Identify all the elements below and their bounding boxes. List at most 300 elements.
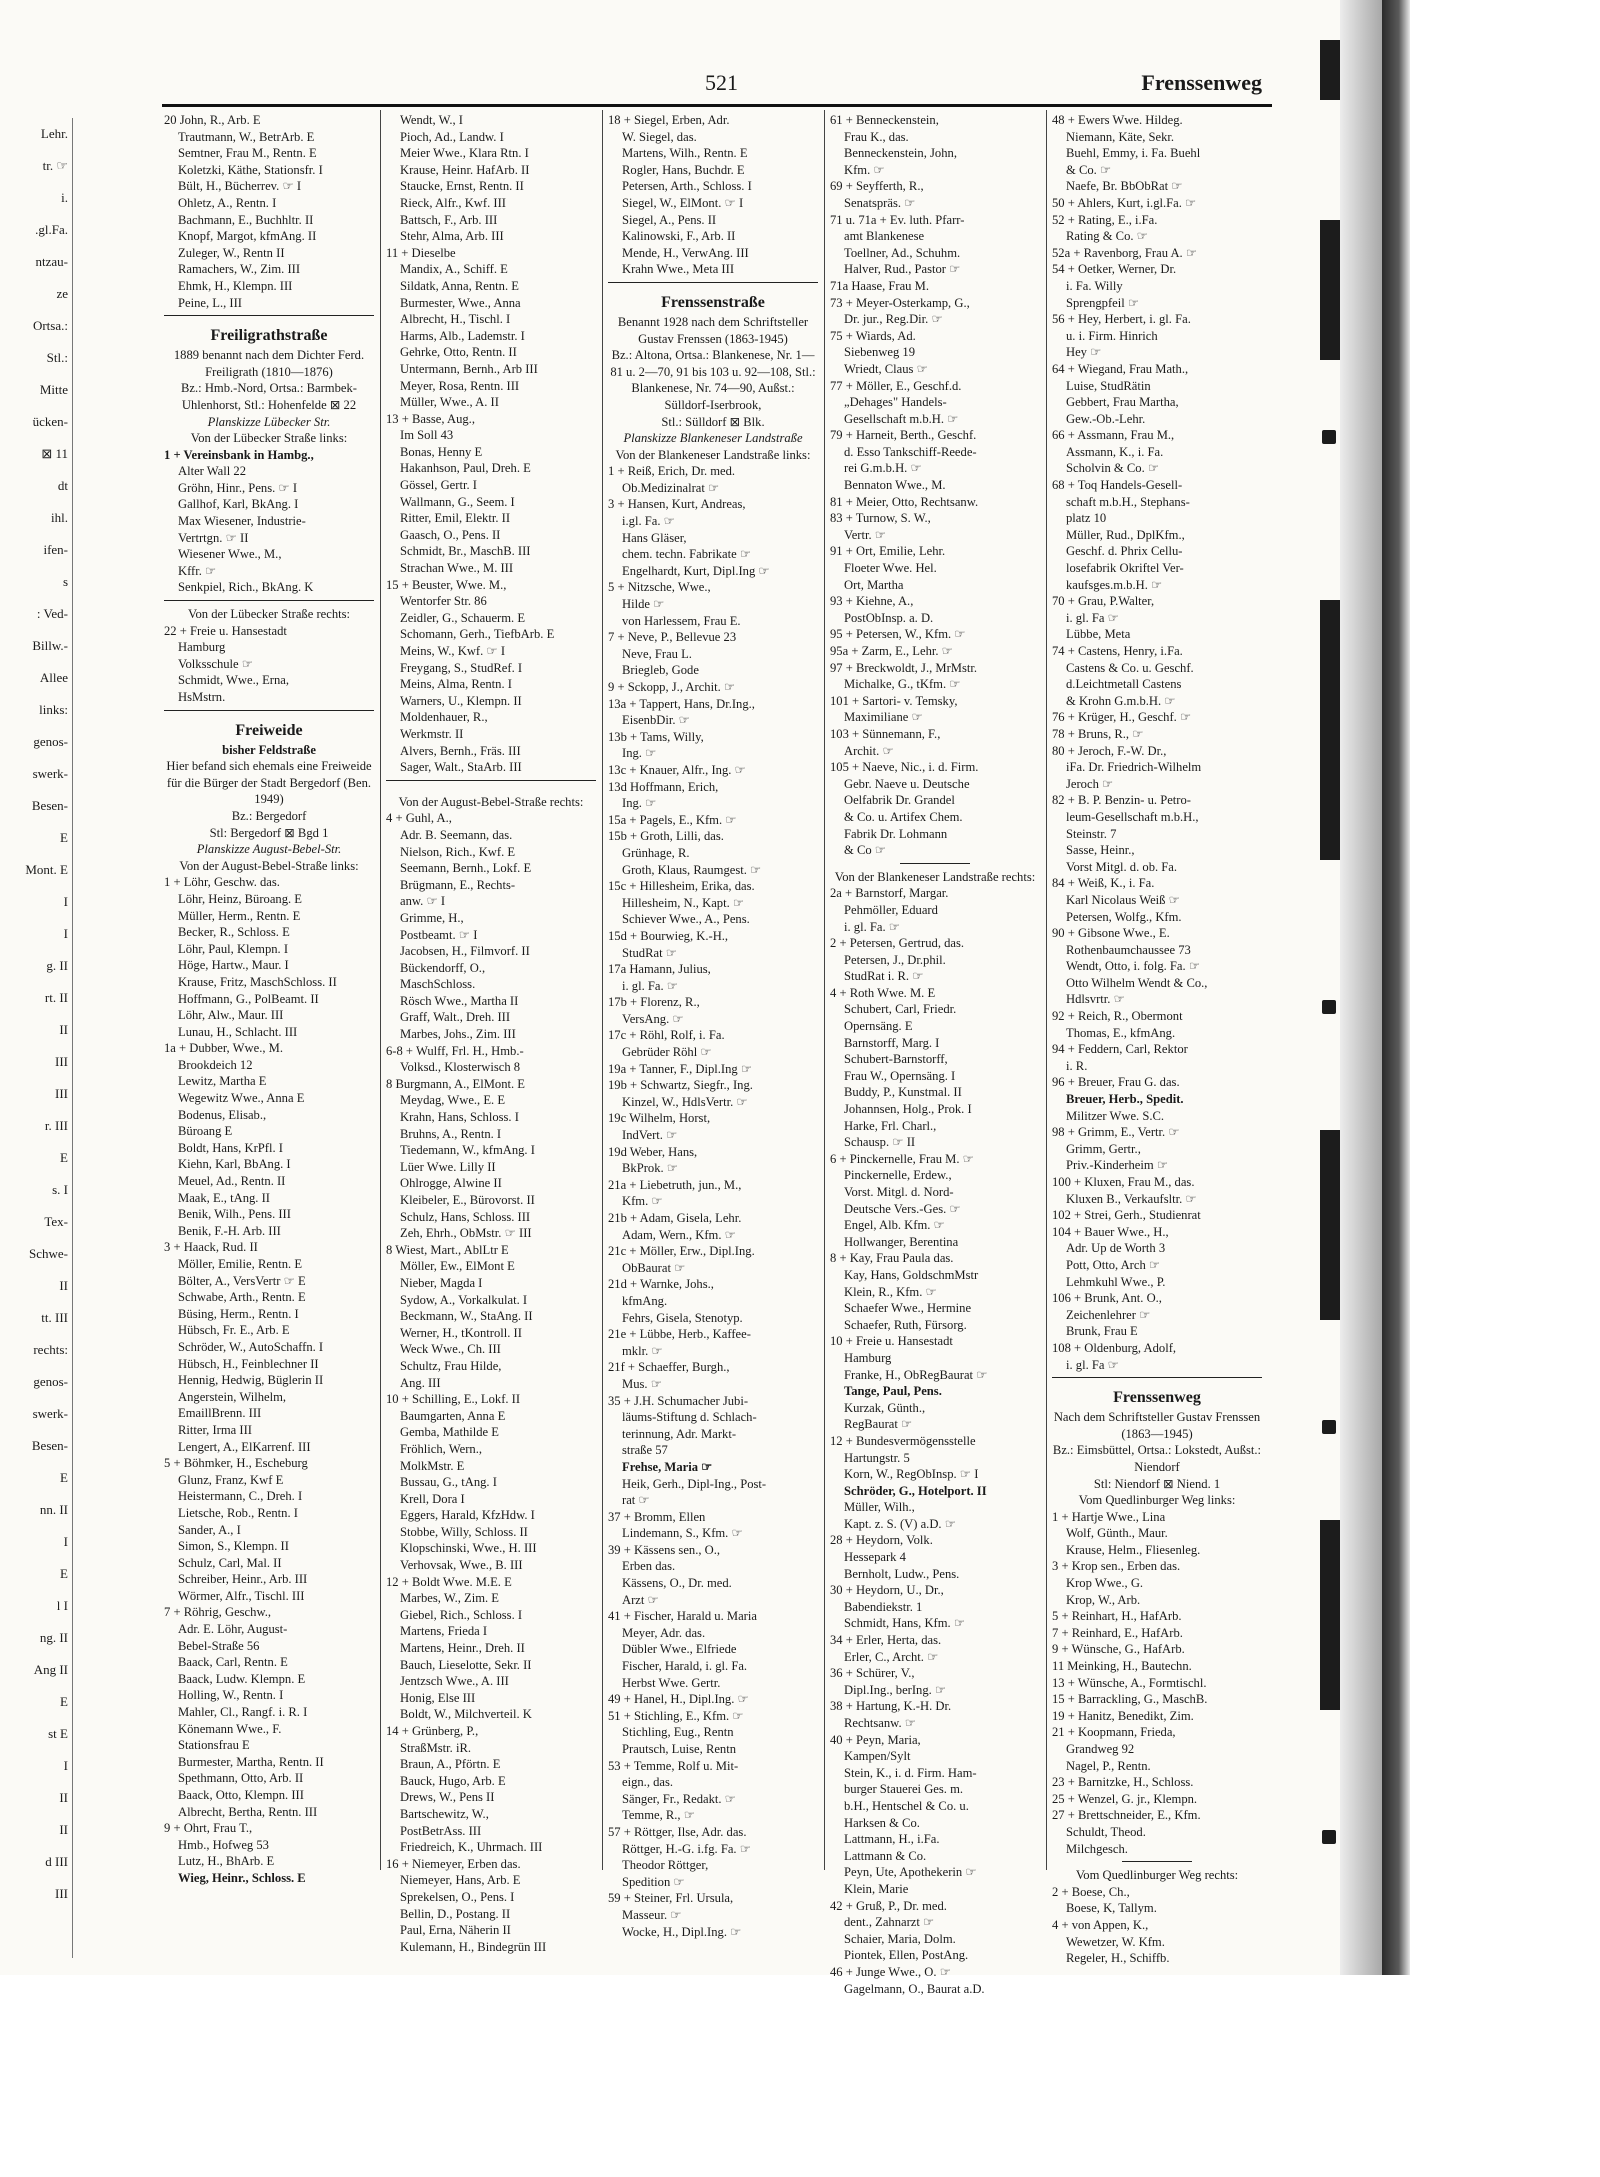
directory-entry: Gössel, Gertr. I xyxy=(400,478,477,493)
directory-entry: dent., Zahnarzt ☞ xyxy=(844,1915,935,1930)
directory-entry: Kffr. ☞ xyxy=(178,563,217,578)
directory-entry: Warners, U., Klempn. II xyxy=(400,693,522,708)
directory-entry: Jacobsen, H., Filmvorf. II xyxy=(400,944,530,959)
directory-entry: 39 + Kässens sen., O., xyxy=(608,1542,721,1557)
directory-entry: Milchgesch. xyxy=(1066,1841,1128,1856)
directory-entry: Grünhage, R. xyxy=(622,845,690,860)
directory-entry: Martens, Wilh., Rentn. E xyxy=(622,146,748,161)
directory-entry: Groth, Klaus, Raumgest. ☞ xyxy=(622,862,762,877)
directory-entry: Gesellschaft m.b.H. ☞ xyxy=(844,411,959,426)
fragment-line: II xyxy=(59,1790,68,1805)
fragment-line: swerk- xyxy=(32,1406,68,1421)
directory-entry: Rogler, Hans, Buchdr. E xyxy=(622,162,745,177)
directory-entry: 12 + Bundesvermögensstelle xyxy=(830,1433,976,1448)
directory-entry: Toellner, Ad., Schuhm. xyxy=(844,245,961,260)
directory-entry: Koletzki, Käthe, Stationsfr. I xyxy=(178,162,323,177)
directory-entry: Stichling, Eug., Rentn xyxy=(622,1725,734,1740)
directory-entry: Zeh, Ehrh., ObMstr. ☞ III xyxy=(400,1226,532,1241)
directory-entry: 83 + Turnow, S. W., xyxy=(830,511,931,526)
directory-entry: 28 + Heydorn, Volk. xyxy=(830,1533,933,1548)
directory-entry: Hessepark 4 xyxy=(844,1550,906,1565)
fragment-line: ze xyxy=(56,286,68,301)
directory-entry: Zuleger, W., Rentn II xyxy=(178,245,285,260)
directory-entry: Vorst Mitgl. d. ob. Fa. xyxy=(1066,859,1178,874)
directory-entry: Angerstein, Wilhelm, xyxy=(178,1389,287,1404)
directory-entry: 101 + Sartori- v. Temsky, xyxy=(830,693,958,708)
directory-entry: StudRat ☞ xyxy=(622,945,678,960)
directory-entry: 7 + Reinhard, E., HafArb. xyxy=(1052,1625,1183,1640)
directory-entry: Bussau, G., tAng. I xyxy=(400,1475,497,1490)
directory-entry: Martens, Frieda I xyxy=(400,1624,488,1639)
directory-entry: Paul, Erna, Näherin II xyxy=(400,1923,511,1938)
directory-entry: 46 + Junge Wwe., O. ☞ xyxy=(830,1964,951,1979)
directory-entry: Von der Lübecker Straße rechts: xyxy=(187,607,351,622)
directory-entry: Frehse, Maria ☞ xyxy=(622,1459,713,1474)
directory-entry: Meuel, Ad., Rentn. II xyxy=(178,1174,286,1189)
directory-entry: Sander, A., I xyxy=(178,1522,241,1537)
directory-entry: Zeichenlehrer ☞ xyxy=(1066,1307,1151,1322)
directory-entry: 95a + Zarm, E., Lehr. ☞ xyxy=(830,644,953,658)
directory-entry: Lewitz, Martha E xyxy=(178,1074,267,1089)
directory-entry: Zeidler, G., Schauerm. E xyxy=(400,610,526,625)
directory-column-3 xyxy=(608,112,818,1939)
directory-entry: Bodenus, Elisab., xyxy=(178,1107,267,1122)
header-rule xyxy=(162,104,1272,107)
directory-entry: Theodor Röttger, xyxy=(622,1858,709,1873)
directory-entry: Baumgarten, Anna E xyxy=(400,1408,506,1423)
directory-entry: Spedition ☞ xyxy=(622,1874,685,1889)
directory-entry: 3 + Krop sen., Erben das. xyxy=(1052,1559,1181,1574)
directory-entry: Mende, H., VerwAng. III xyxy=(622,245,749,260)
fragment-line: E xyxy=(60,1470,68,1485)
directory-entry: Löhr, Alw., Maur. III xyxy=(178,1008,284,1023)
fragment-line: ⊠ 11 xyxy=(41,446,68,461)
directory-entry: Postbeamt. ☞ I xyxy=(400,927,478,942)
directory-entry: Stein, K., i. d. Firm. Ham- xyxy=(844,1765,977,1780)
directory-entry: Kleibeler, E., Bürovorst. II xyxy=(400,1193,535,1207)
directory-entry: Marbes, Johs., Zim. III xyxy=(400,1027,516,1042)
fragment-line: genos- xyxy=(33,734,68,749)
column-divider xyxy=(380,110,381,1870)
directory-entry: Floeter Wwe. Hel. xyxy=(844,561,937,576)
directory-entry: Stl.: Sülldorf ⊠ Blk. xyxy=(661,414,765,429)
directory-entry: Arzt ☞ xyxy=(622,1592,659,1607)
directory-entry: 108 + Oldenburg, Adolf, xyxy=(1052,1340,1177,1355)
directory-entry: Planskizze August-Bebel-Str. xyxy=(196,842,342,857)
directory-entry: 7 + Neve, P., Bellevue 23 xyxy=(608,630,737,645)
directory-entry: Senatspräs. ☞ xyxy=(844,195,916,210)
fragment-line: d III xyxy=(45,1854,68,1869)
directory-entry: Meier Wwe., Klara Rtn. I xyxy=(400,146,529,161)
directory-entry: 11 Meinking, H., Bautechn. xyxy=(1052,1659,1192,1674)
directory-entry: 8 Burgmann, A., ElMont. E xyxy=(386,1076,525,1091)
directory-entry: Hdlsvrtr. ☞ xyxy=(1066,992,1125,1007)
directory-entry: 10 + Freie u. Hansestadt xyxy=(830,1334,953,1349)
directory-entry: Briegleb, Gode xyxy=(622,663,699,678)
directory-entry: Schulz, Carl, Mal. II xyxy=(178,1555,282,1570)
directory-entry: Lietsche, Rob., Rentn. I xyxy=(178,1505,298,1520)
directory-entry: Militzer Wwe. S.C. xyxy=(1066,1108,1165,1123)
directory-entry: Buddy, P., Kunstmal. II xyxy=(844,1085,962,1100)
directory-entry: Korn, W., RegObInsp. ☞ I xyxy=(844,1467,979,1482)
directory-entry: VersAng. ☞ xyxy=(622,1011,684,1026)
directory-entry: Nach dem Schriftsteller Gustav Frenssen (1863—1945) xyxy=(1053,1410,1261,1441)
directory-entry: Albrecht, Bertha, Rentn. III xyxy=(178,1804,318,1819)
directory-entry: Weck Wwe., Ch. III xyxy=(400,1342,501,1357)
directory-entry: Ing. ☞ xyxy=(622,796,657,811)
directory-entry: Niemeyer, Hans, Arb. E xyxy=(400,1873,521,1888)
directory-entry: Krause, Fritz, MaschSchloss. II xyxy=(178,974,337,989)
directory-entry: 5 + Nitzsche, Wwe., xyxy=(608,580,711,595)
directory-entry: Lattmann, H., i.Fa. xyxy=(844,1832,940,1847)
directory-entry: Von der Blankeneser Landstraße links: xyxy=(615,447,811,462)
directory-entry: i.gl. Fa. ☞ xyxy=(622,514,675,529)
directory-entry: chem. techn. Fabrikate ☞ xyxy=(622,547,752,562)
directory-entry: Seemann, Bernh., Lokf. E xyxy=(400,861,532,876)
directory-entry: Lindemann, S., Kfm. ☞ xyxy=(622,1526,743,1541)
directory-entry: platz 10 xyxy=(1066,511,1107,526)
directory-entry: Scholvin & Co. ☞ xyxy=(1066,461,1160,476)
directory-entry: 6 + Pinckernelle, Frau M. ☞ xyxy=(830,1151,974,1166)
directory-entry: Schmidt, Wwe., Erna, xyxy=(178,673,289,688)
directory-entry: 21a + Liebetruth, jun., M., xyxy=(608,1177,742,1192)
directory-entry: Büsing, Herm., Rentn. I xyxy=(178,1306,299,1321)
directory-entry: Lattmann & Co. xyxy=(844,1848,927,1863)
street-heading: Frenssenstraße xyxy=(661,293,765,311)
fragment-line: s. I xyxy=(52,1182,68,1197)
directory-entry: Harms, Alb., Lademstr. I xyxy=(400,328,525,343)
fragment-line: E xyxy=(60,1150,68,1165)
fragment-line: Mont. E xyxy=(25,862,68,877)
directory-entry: Müller, Rud., DplKfm., xyxy=(1066,527,1185,542)
directory-entry: Meins, W., Kwf. ☞ I xyxy=(400,644,506,658)
directory-entry: 17a Hamann, Julius, xyxy=(608,962,711,977)
directory-entry: burger Stauerei Ges. m. xyxy=(844,1782,964,1797)
directory-entry: Engelhardt, Kurt, Dipl.Ing ☞ xyxy=(622,563,770,578)
directory-entry: Alvers, Bernh., Fräs. III xyxy=(400,743,521,758)
directory-entry: Gew.-Ob.-Lehr. xyxy=(1066,411,1146,426)
directory-entry: mklr. ☞ xyxy=(622,1343,663,1358)
section-rule xyxy=(164,596,374,606)
directory-entry: Castens & Co. u. Geschf. xyxy=(1066,660,1194,675)
directory-entry: Pehmöller, Eduard xyxy=(844,902,938,917)
directory-entry: Hübsch, H., Feinblechner II xyxy=(178,1356,319,1371)
column-divider xyxy=(824,110,825,1870)
directory-entry: Stobbe, Willy, Schloss. II xyxy=(400,1524,528,1539)
directory-entry: 54 + Oetker, Werner, Dr. xyxy=(1052,262,1177,277)
directory-entry: 19a + Tanner, F., Dipl.Ing ☞ xyxy=(608,1061,753,1076)
directory-entry: Benannt 1928 nach dem Schriftsteller Gustav Frenssen (1863-1945) xyxy=(617,314,809,346)
directory-entry: 27 + Brettschneider, E., Kfm. xyxy=(1052,1808,1201,1823)
directory-entry: Hey ☞ xyxy=(1066,345,1102,360)
directory-entry: Priv.-Kinderheim ☞ xyxy=(1066,1158,1169,1173)
directory-entry: 4 + Roth Wwe. M. E xyxy=(830,985,936,1000)
directory-entry: Brügmann, E., Rechts- xyxy=(400,877,516,892)
directory-entry: Kalinowski, F., Arb. II xyxy=(622,229,736,244)
directory-entry: Kay, Hans, GoldschmMstr xyxy=(844,1267,979,1282)
directory-entry: 8 Wiest, Mart., AblLtr E xyxy=(386,1242,509,1257)
directory-entry: Erler, C., Archt. ☞ xyxy=(844,1649,939,1664)
directory-entry: Ohletz, A., Rentn. I xyxy=(178,195,277,210)
directory-entry: Hmb., Hofweg 53 xyxy=(178,1837,269,1852)
directory-entry: Planskizze Lübecker Str. xyxy=(207,414,331,429)
directory-entry: Hübsch, Fr. E., Arb. E xyxy=(178,1323,290,1338)
directory-entry: Könemann Wwe., F. xyxy=(178,1721,282,1736)
fragment-line: ng. II xyxy=(39,1630,68,1645)
directory-entry: Ob.Medizinalrat ☞ xyxy=(622,480,720,495)
directory-entry: 40 + Peyn, Maria, xyxy=(830,1732,921,1747)
directory-entry: Rothenbaumchaussee 73 xyxy=(1066,942,1191,957)
directory-entry: 21f + Schaeffer, Burgh., xyxy=(608,1360,730,1375)
directory-entry: 16 + Niemeyer, Erben das. xyxy=(386,1856,521,1871)
directory-entry: i. gl. Fa ☞ xyxy=(1066,610,1119,625)
directory-entry: 19d Weber, Hans, xyxy=(608,1144,698,1159)
fragment-line: Besen- xyxy=(31,1438,68,1453)
directory-entry: Marbes, W., Zim. E xyxy=(400,1591,499,1606)
directory-entry: Bruhns, A., Rentn. I xyxy=(400,1126,502,1141)
directory-entry: Bachmann, E., Buchhltr. II xyxy=(178,212,314,227)
directory-entry: Adr. B. Seemann, das. xyxy=(400,827,513,842)
directory-entry: 13 + Basse, Aug., xyxy=(386,411,475,426)
directory-entry: Bonas, Henny E xyxy=(400,444,483,459)
directory-entry: Grimme, H., xyxy=(400,910,464,925)
directory-entry: PostObInsp. a. D. xyxy=(844,610,934,625)
directory-entry: u. i. Firm. Hinrich xyxy=(1066,328,1158,343)
directory-entry: Adr. Up de Worth 3 xyxy=(1066,1241,1166,1256)
directory-entry: Schmidt, Br., MaschB. III xyxy=(400,544,531,559)
directory-entry: Hennig, Hedwig, Büglerin II xyxy=(178,1373,324,1388)
directory-entry: 78 + Bruns, R., ☞ xyxy=(1052,726,1144,741)
directory-entry: 50 + Ahlers, Kurt, i.gl.Fa. ☞ xyxy=(1052,195,1197,210)
directory-entry: i. Fa. Willy xyxy=(1066,278,1123,293)
fragment-line: links: xyxy=(39,702,68,717)
directory-entry: & Co. u. Artifex Chem. xyxy=(844,809,963,824)
directory-entry: terinnung, Adr. Markt- xyxy=(622,1426,737,1441)
directory-entry: rat ☞ xyxy=(622,1493,650,1508)
directory-entry: 1 + Vereinsbank in Hambg., xyxy=(164,447,314,462)
directory-entry: Ramachers, W., Zim. III xyxy=(178,262,301,277)
directory-entry: Bauck, Hugo, Arb. E xyxy=(400,1773,506,1788)
directory-entry: Müller, Wilh., xyxy=(844,1500,915,1515)
directory-entry: Sänger, Fr., Redakt. ☞ xyxy=(622,1791,736,1806)
directory-entry: 8 + Kay, Frau Paula das. xyxy=(830,1251,954,1266)
directory-entry: 11 + Dieselbe xyxy=(386,245,456,260)
directory-entry: Engel, Alb. Kfm. ☞ xyxy=(844,1218,945,1233)
directory-entry: EmaillBrenn. III xyxy=(178,1406,262,1421)
directory-entry: Archit. ☞ xyxy=(844,743,894,758)
directory-entry: 2 + Petersen, Gertrud, das. xyxy=(830,936,965,951)
directory-entry: Schiever Wwe., A., Pens. xyxy=(622,912,750,927)
column-divider xyxy=(602,110,603,1870)
directory-entry: Regeler, H., Schiffb. xyxy=(1066,1951,1170,1966)
directory-entry: eign., das. xyxy=(622,1775,674,1790)
street-heading: Frenssenweg xyxy=(1113,1389,1201,1407)
directory-entry: Assmann, K., i. Fa. xyxy=(1066,444,1164,459)
directory-entry: Gebbert, Frau Martha, xyxy=(1066,395,1179,410)
directory-entry: 13a + Tappert, Hans, Dr.Ing., xyxy=(608,696,755,711)
page-number: 521 xyxy=(705,70,738,95)
directory-entry: Von der August-Bebel-Straße links: xyxy=(179,858,359,873)
directory-entry: 93 + Kiehne, A., xyxy=(830,594,914,609)
directory-entry: Bz.: Bergedorf xyxy=(231,808,307,823)
directory-entry: 96 + Breuer, Frau G. das. xyxy=(1052,1075,1180,1090)
directory-entry: 4 + Guhl, A., xyxy=(386,811,452,826)
directory-entry: 9 + Ohrt, Frau T., xyxy=(164,1821,253,1836)
directory-entry: läums-Stiftung d. Schlach- xyxy=(622,1410,757,1425)
fragment-line: st E xyxy=(48,1726,68,1741)
directory-entry: RegBaurat ☞ xyxy=(844,1417,913,1432)
directory-entry: 71 u. 71a + Ev. luth. Pfarr- xyxy=(830,212,965,227)
directory-entry: 77 + Möller, E., Geschf.d. xyxy=(830,378,962,393)
directory-entry: 41 + Fischer, Harald u. Maria xyxy=(608,1609,757,1624)
section-rule xyxy=(608,278,818,288)
directory-entry: 49 + Hanel, H., Dipl.Ing. ☞ xyxy=(608,1692,749,1707)
running-head: Frenssenweg xyxy=(1141,70,1262,95)
directory-entry: Schultz, Frau Hilde, xyxy=(400,1358,502,1373)
directory-entry: Rösch Wwe., Martha II xyxy=(400,993,519,1008)
fragment-line: E xyxy=(60,1566,68,1581)
directory-entry: Lehmkuhl Wwe., P. xyxy=(1066,1274,1166,1289)
fragment-line: II xyxy=(59,1822,68,1837)
fragment-line: I xyxy=(63,1758,68,1773)
directory-entry: Babendiekstr. 1 xyxy=(844,1599,923,1614)
directory-entry: 20 John, R., Arb. E xyxy=(164,113,261,127)
directory-entry: Siegel, A., Pens. II xyxy=(622,212,717,227)
directory-entry: Benik, Wilh., Pens. III xyxy=(178,1207,291,1222)
directory-entry: Ing. ☞ xyxy=(622,746,657,761)
directory-entry: 19b + Schwartz, Siegfr., Ing. xyxy=(608,1078,753,1093)
directory-entry: BkProk. ☞ xyxy=(622,1161,679,1176)
fragment-line: tt. III xyxy=(41,1310,68,1325)
directory-entry: HsMstrn. xyxy=(178,690,226,704)
directory-entry: Lunau, H., Schlacht. III xyxy=(178,1024,298,1039)
directory-entry: Von der August-Bebel-Straße rechts: xyxy=(398,794,584,809)
directory-entry: Vorst. Mitgl. d. Nord- xyxy=(844,1185,954,1199)
directory-entry: Hakanhson, Paul, Dreh. E xyxy=(400,461,531,476)
directory-entry: Ehmk, H., Klempn. III xyxy=(178,278,293,293)
directory-entry: Burmester, Wwe., Anna xyxy=(400,295,521,310)
directory-entry: Meyer, Rosa, Rentn. III xyxy=(400,378,520,393)
directory-entry: Wiesener Wwe., M., xyxy=(178,547,282,562)
directory-column-5 xyxy=(1052,112,1262,1966)
directory-entry: 22 + Freie u. Hansestadt xyxy=(164,623,287,638)
fragment-line: ücken- xyxy=(32,414,68,429)
directory-entry: Höge, Hartw., Maur. I xyxy=(178,958,289,973)
directory-entry: Freygang, S., StudRef. I xyxy=(400,660,523,675)
directory-entry: 12 + Boldt Wwe. M.E. E xyxy=(386,1574,512,1589)
directory-entry: Karl Nicolaus Weiß ☞ xyxy=(1066,892,1180,907)
directory-entry: Knopf, Margot, kfmAng. II xyxy=(178,229,317,244)
directory-entry: Ohlrogge, Alwine II xyxy=(400,1176,502,1191)
directory-entry: Thomas, E., kfmAng. xyxy=(1066,1025,1176,1040)
fragment-line: s xyxy=(62,574,68,589)
directory-entry: Gebr. Naeve u. Deutsche xyxy=(844,776,970,791)
directory-entry: Sasse, Heinr., xyxy=(1066,843,1135,858)
fragment-line: Allee xyxy=(39,670,68,685)
directory-entry: Boese, K, Tallym. xyxy=(1066,1901,1157,1916)
directory-entry: Röttger, H.-G. i.fg. Fa. ☞ xyxy=(622,1841,752,1856)
directory-entry: Braun, A., Pförtn. E xyxy=(400,1757,501,1772)
directory-entry: Mandix, A., Schiff. E xyxy=(400,262,508,277)
directory-entry: Hilde ☞ xyxy=(622,597,665,612)
directory-entry: Albrecht, H., Tischl. I xyxy=(400,312,511,327)
edge-mark xyxy=(1322,430,1336,444)
directory-entry: Rieck, Alfr., Kwf. III xyxy=(400,195,506,210)
directory-entry: Gehrke, Otto, Rentn. II xyxy=(400,345,517,360)
directory-entry: Dübler Wwe., Elfriede xyxy=(622,1642,737,1657)
directory-entry: Siebenweg 19 xyxy=(844,345,915,360)
directory-entry: & Co. ☞ xyxy=(1066,162,1112,177)
directory-entry: kfmAng. xyxy=(622,1293,668,1308)
directory-entry: Volksschule ☞ xyxy=(178,656,254,671)
directory-entry: 84 + Weiß, K., i. Fa. xyxy=(1052,876,1155,891)
directory-entry: Strachan Wwe., M. III xyxy=(400,561,514,576)
edge-mark xyxy=(1322,1830,1336,1844)
directory-entry: 21d + Warnke, Johs., xyxy=(608,1277,714,1292)
directory-entry: Kfm. ☞ xyxy=(844,162,885,177)
directory-entry: Bernholt, Ludw., Pens. xyxy=(844,1566,960,1581)
directory-entry: 17b + Florenz, R., xyxy=(608,995,700,1010)
page-gutter xyxy=(1340,0,1382,1975)
directory-entry: ObBaurat ☞ xyxy=(622,1260,686,1275)
directory-entry: Hier befand sich ehemals eine Freiweide für die Bürger der Stadt Bergedorf (Ben. 1949) xyxy=(166,759,372,807)
directory-entry: 68 + Toq Handels-Gesell- xyxy=(1052,478,1183,493)
directory-entry: 1 + Löhr, Geschw. das. xyxy=(164,875,280,890)
directory-entry: Benik, F.-H. Arb. III xyxy=(178,1223,281,1238)
directory-entry: Siegel, W., ElMont. ☞ I xyxy=(622,195,744,210)
directory-entry: Wendt, Otto, i. folg. Fa. ☞ xyxy=(1066,959,1201,974)
directory-entry: Herbst Wwe. Gertr. xyxy=(622,1675,721,1690)
directory-entry: 59 + Steiner, Frl. Ursula, xyxy=(608,1891,734,1906)
directory-entry: 48 + Ewers Wwe. Hildeg. xyxy=(1052,113,1183,127)
directory-entry: Ang. III xyxy=(400,1375,441,1390)
directory-entry: 19 + Hanitz, Benedikt, Zim. xyxy=(1052,1708,1194,1723)
directory-entry: Müller, Wwe., A. II xyxy=(400,395,499,410)
directory-entry: Sydow, A., Vorkalkulat. I xyxy=(400,1292,528,1307)
fragment-line: E xyxy=(60,1694,68,1709)
fragment-line: III xyxy=(55,1086,68,1101)
directory-entry: 13 + Wünsche, A., Formtischl. xyxy=(1052,1675,1207,1690)
directory-entry: Kluxen B., Verkaufsltr. ☞ xyxy=(1066,1191,1197,1206)
scan-background xyxy=(0,1975,1600,2177)
directory-entry: Johannsen, Holg., Prok. I xyxy=(844,1102,972,1117)
directory-entry: Max Wiesener, Industrie- xyxy=(178,514,306,529)
directory-entry: 3 + Hansen, Kurt, Andreas, xyxy=(608,497,746,512)
directory-entry: 13d Hoffmann, Erich, xyxy=(608,779,719,794)
directory-entry: Frau K., das. xyxy=(844,129,909,144)
directory-entry: Kiehn, Karl, BbAng. I xyxy=(178,1157,291,1172)
fragment-line: dt xyxy=(57,478,68,493)
directory-entry: 5 + Böhmker, H., Escheburg xyxy=(164,1456,308,1471)
directory-entry: Kurzak, Günth., xyxy=(844,1400,926,1415)
directory-entry: Lüer Wwe. Lilly II xyxy=(400,1159,496,1174)
directory-entry: Maak, E., tAng. II xyxy=(178,1190,270,1205)
directory-entry: Pott, Otto, Arch ☞ xyxy=(1066,1257,1161,1272)
directory-entry: i. R. xyxy=(1066,1058,1088,1073)
section-rule xyxy=(386,786,596,794)
directory-entry: MaschSchloss. xyxy=(400,977,476,992)
directory-entry: Schausp. ☞ II xyxy=(844,1135,916,1150)
directory-entry: d. Esso Tankschiff-Reede- xyxy=(844,444,977,459)
directory-entry: Gemba, Mathilde E xyxy=(400,1425,499,1440)
directory-entry: Piontek, Ellen, PostAng. xyxy=(844,1948,969,1963)
fragment-line: r. III xyxy=(44,1118,68,1133)
fragment-line: Billw.- xyxy=(32,638,68,653)
directory-entry: 42 + Gruß, P., Dr. med. xyxy=(830,1898,947,1913)
directory-entry: Wegewitz Wwe., Anna E xyxy=(178,1091,305,1106)
directory-entry: 1 + Reiß, Erich, Dr. med. xyxy=(608,464,736,479)
directory-entry: iFa. Dr. Friedrich-Wilhelm xyxy=(1066,760,1202,775)
